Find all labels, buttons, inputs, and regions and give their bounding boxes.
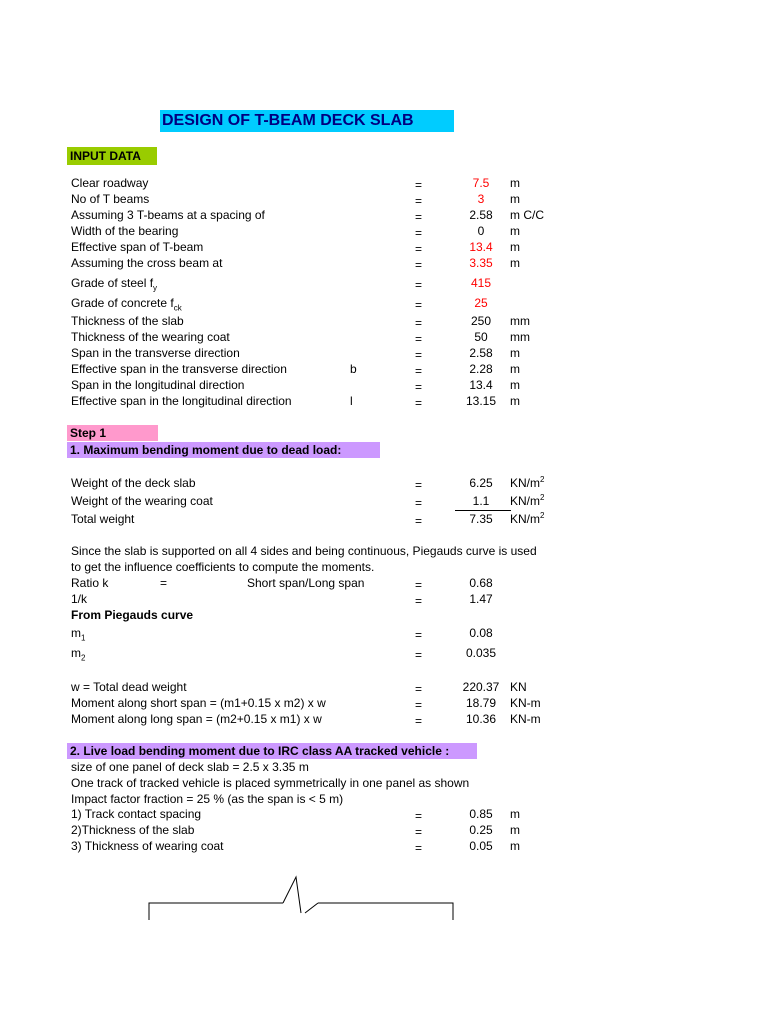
result-unit: KN-m [510,712,541,726]
inverse-value: 1.47 [469,592,493,606]
result-value: 10.36 [465,712,497,726]
result-unit: KN-m [510,696,541,710]
weight-label: Weight of the wearing coat [71,494,213,508]
input-unit: mm [510,314,530,328]
dead-load-heading: 1. Maximum bending moment due to dead load: [67,442,380,458]
result-unit: KN [510,680,527,694]
weight-label: Total weight [71,512,135,526]
result-label: Moment along long span = (m2+0.15 x m1) x w [71,712,322,726]
input-label: Span in the transverse direction [71,346,240,360]
input-symbol: l [350,394,353,408]
track-sketch [140,875,470,925]
result-equals: = [415,698,423,712]
input-label: Assuming the cross beam at [71,256,223,270]
input-equals: = [415,332,423,346]
page-title: DESIGN OF T-BEAM DECK SLAB [160,110,454,132]
input-unit: m [510,224,520,238]
input-label: Effective span in the longitudinal direction [71,394,292,408]
paragraph-line-1: Since the slab is supported on all 4 sides and being continuous, Piegauds curve is used [71,544,537,558]
input-value: 2.58 [469,346,493,360]
input-label: Thickness of the wearing coat [71,330,230,344]
input-symbol: b [350,362,357,376]
input-equals: = [415,396,423,410]
live-load-label: 1) Track contact spacing [71,807,202,821]
result-equals: = [415,714,423,728]
input-label: Grade of concrete $f_{ck}$ [71,296,182,313]
weight-equals: = [415,496,423,510]
input-unit: m [510,192,520,206]
input-label: Clear roadway [71,176,149,190]
total-underline [455,510,511,511]
input-value: 25 [474,296,488,310]
input-unit: m [510,240,520,254]
live-load-unit: m [510,823,520,837]
input-value: 13.4 [469,378,493,392]
result-equals: = [415,682,423,696]
input-unit: mm [510,330,530,344]
input-equals: = [415,316,423,330]
input-equals: = [415,178,423,192]
input-label: Effective span of T-beam [71,240,204,254]
inverse-equals: = [415,594,423,608]
input-equals: = [415,380,423,394]
input-equals: = [415,242,423,256]
input-equals: = [415,210,423,224]
input-value: 3 [477,192,485,206]
input-data-header: INPUT DATA [67,147,157,165]
input-value: 2.58 [469,208,493,222]
input-label: Effective span in the transverse direction [71,362,287,376]
ratio-expression: Short span/Long span [247,576,365,590]
live-load-value: 0.05 [469,839,493,853]
input-unit: m [510,346,520,360]
weight-unit: $KN/m^2$ [510,475,545,490]
weight-value: 6.25 [469,476,493,490]
input-unit: m [510,176,520,190]
input-label: Width of the bearing [71,224,179,238]
input-unit: m C/C [510,208,544,222]
input-value: 3.35 [469,256,493,270]
ratio-label: Ratio k [71,576,109,590]
weight-unit: $KN/m^2$ [510,511,545,526]
input-label: Assuming 3 T-beams at a spacing of [71,208,265,222]
input-unit: m [510,256,520,270]
ratio-value: 0.68 [469,576,493,590]
result-value: 220.37 [462,680,500,694]
live-load-unit: m [510,839,520,853]
input-value: 2.28 [469,362,493,376]
live-load-heading: 2. Live load bending moment due to IRC class AA tracked vehicle : [67,743,477,759]
note-line: size of one panel of deck slab = 2.5 x 3.35 m [71,760,309,774]
input-value: 250 [470,314,492,328]
input-equals: = [415,364,423,378]
m2-equals: = [415,648,423,662]
step-label: Step 1 [67,425,158,441]
note-line: Impact factor fraction = 25 % (as the span is < 5 m) [71,792,344,806]
m2-value: 0.035 [465,646,497,660]
input-value: 50 [474,330,488,344]
result-value: 18.79 [465,696,497,710]
weight-label: Weight of the deck slab [71,476,196,490]
weight-unit: $KN/m^2$ [510,493,545,508]
live-load-value: 0.25 [469,823,493,837]
input-label: Span in the longitudinal direction [71,378,245,392]
input-label: No of T beams [71,192,150,206]
live-load-equals: = [415,825,423,839]
live-load-equals: = [415,841,423,855]
input-equals: = [415,348,423,362]
live-load-value: 0.85 [469,807,493,821]
ratio-eq: = [160,576,168,590]
input-value: 0 [477,224,485,238]
input-value: 7.5 [472,176,490,190]
input-value: 13.15 [465,394,497,408]
result-label: w = Total dead weight [71,680,187,694]
input-equals: = [415,258,423,272]
live-load-label: 2)Thickness of the slab [71,823,195,837]
m1-label: $m_1$ [71,626,86,643]
m1-value: 0.08 [469,626,493,640]
live-load-equals: = [415,809,423,823]
paragraph-line-2: to get the influence coefficients to compute the moments. [71,560,375,574]
weight-value: 7.35 [469,512,493,526]
m1-equals: = [415,628,423,642]
input-equals: = [415,278,423,292]
input-unit: m [510,378,520,392]
input-value: 415 [470,276,492,290]
weight-value: 1.1 [472,494,490,508]
m2-label: $m_2$ [71,646,86,663]
input-equals: = [415,226,423,240]
weight-equals: = [415,478,423,492]
input-value: 13.4 [469,240,493,254]
result-label: Moment along short span = (m1+0.15 x m2) x w [71,696,326,710]
input-equals: = [415,194,423,208]
note-line: One track of tracked vehicle is placed symmetrically in one panel as shown [71,776,470,790]
input-equals: = [415,298,423,312]
curve-heading: From Piegauds curve [71,608,194,622]
input-label: Thickness of the slab [71,314,184,328]
weight-equals: = [415,514,423,528]
input-unit: m [510,362,520,376]
ratio-equals: = [415,578,423,592]
live-load-unit: m [510,807,520,821]
input-unit: m [510,394,520,408]
live-load-label: 3) Thickness of wearing coat [71,839,224,853]
input-label: Grade of steel $f_y$ [71,276,158,293]
inverse-label: 1/k [71,592,88,606]
